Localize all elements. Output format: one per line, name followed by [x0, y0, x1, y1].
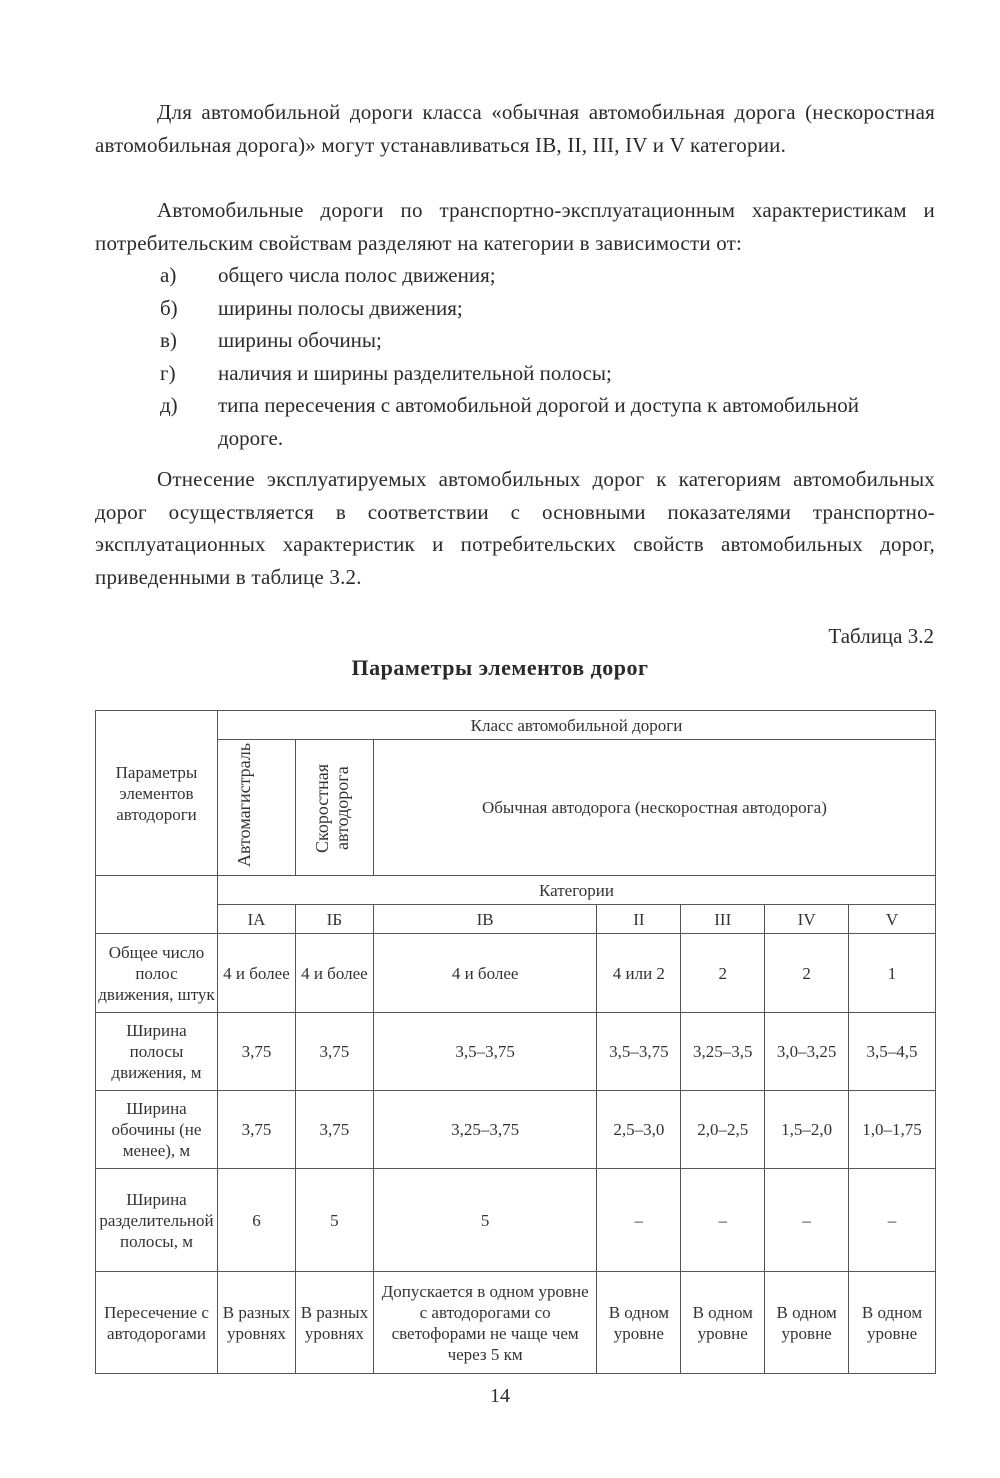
list-marker: б)	[160, 295, 178, 320]
header-params-label: Параметры элементов автодороги	[96, 711, 218, 876]
table-row	[96, 1169, 936, 1272]
table-cell: 3,5–4,5	[849, 1013, 936, 1091]
header-class-label: Класс автомобильной дороги	[217, 711, 935, 740]
table-cell: 3,25–3,5	[681, 1013, 765, 1091]
table-cell: В одном уровне	[681, 1272, 765, 1374]
table-cell: 5	[373, 1169, 597, 1272]
category-cell: IA	[217, 905, 295, 934]
table-cell: В разных уровнях	[295, 1272, 373, 1374]
list-item	[160, 259, 900, 292]
table-cell: В одном уровне	[597, 1272, 681, 1374]
list-marker: г)	[160, 360, 176, 385]
table-cell: В одном уровне	[765, 1272, 849, 1374]
header-empty-cell	[96, 876, 218, 934]
table-row	[96, 1091, 936, 1169]
list-marker: в)	[160, 328, 177, 352]
header-class-expressway	[295, 740, 373, 876]
row-label: Пересечение с автодорогами	[96, 1272, 218, 1374]
header-class-expressway-text: Скоростная автодорога	[312, 762, 353, 853]
list-text: наличия и ширины разделительной полосы;	[218, 360, 612, 385]
table-cell: 4 и более	[373, 934, 597, 1013]
table-cell: 3,0–3,25	[765, 1013, 849, 1091]
road-parameters-table	[95, 710, 936, 1374]
table-cell: 2,0–2,5	[681, 1091, 765, 1169]
row-label: Ширина разделительной полосы, м	[96, 1169, 218, 1272]
table-cell: 2	[681, 934, 765, 1013]
list-text: типа пересечения с автомобильной дорогой и доступа к автомобильной дороге.	[218, 393, 859, 450]
table-cell: –	[765, 1169, 849, 1272]
header-categories-label: Категории	[217, 876, 935, 905]
list-text: общего числа полос движения;	[218, 263, 496, 287]
table-cell: 3,75	[217, 1013, 295, 1091]
table-cell: Допускается в одном уровне с автодорогами со светофорами не чаще чем через 5 км	[373, 1272, 597, 1374]
table-cell: 2	[765, 934, 849, 1013]
table-cell: В разных уровнях	[217, 1272, 295, 1374]
table-cell: 3,5–3,75	[597, 1013, 681, 1091]
paragraph-table-reference: Отнесение эксплуатируемых автомобильных дорог к категориям автомобильных дорог осуществляется в соответствии с основными показателями транспортно-эксплуатационных характеристик и потребительских свойств автомобильных дорог, приведенными в таблице 3.2.	[95, 467, 935, 589]
list-item	[160, 324, 900, 357]
category-cell: II	[597, 905, 681, 934]
list-text: ширины полосы движения;	[218, 295, 463, 320]
row-label: Ширина полосы движения, м	[96, 1013, 218, 1091]
table-cell: 1,5–2,0	[765, 1091, 849, 1169]
table-cell: 4 и более	[217, 934, 295, 1013]
category-cell: IБ	[295, 905, 373, 934]
table-cell: 5	[295, 1169, 373, 1272]
header-class-ordinary: Обычная автодорога (нескоростная автодорога)	[373, 740, 935, 876]
list-marker: а)	[160, 263, 177, 287]
list-text: ширины обочины;	[218, 328, 382, 352]
table-cell: 4 и более	[295, 934, 373, 1013]
category-cell: III	[681, 905, 765, 934]
table-row	[96, 934, 936, 1013]
paragraph-road-class-categories: Для автомобильной дороги класса «обычная автомобильная дорога (нескоростная автомобильная дорога)» могут устанавливаться IB, II, III, IV и V категории.	[95, 100, 935, 157]
row-label: Ширина обочины (не менее), м	[96, 1091, 218, 1169]
table-cell: 1	[849, 934, 936, 1013]
header-class-motorway	[217, 740, 295, 876]
table-cell: 4 или 2	[597, 934, 681, 1013]
table-row	[96, 1013, 936, 1091]
table-cell: 3,25–3,75	[373, 1091, 597, 1169]
table-caption: Таблица 3.2	[828, 624, 934, 648]
table-row	[96, 1272, 936, 1374]
table-cell: 3,75	[295, 1013, 373, 1091]
criteria-list	[160, 259, 900, 454]
list-item	[160, 357, 900, 390]
table-cell: 1,0–1,75	[849, 1091, 936, 1169]
page-number: 14	[490, 1385, 510, 1407]
header-class-motorway-text: Автомагистраль	[234, 742, 255, 867]
row-label: Общее число полос движения, штук	[96, 934, 218, 1013]
table-cell: –	[681, 1169, 765, 1272]
category-cell: IB	[373, 905, 597, 934]
table-cell: В одном уровне	[849, 1272, 936, 1374]
table-cell: 3,75	[217, 1091, 295, 1169]
list-item	[160, 292, 900, 325]
paragraph-category-criteria: Автомобильные дороги по транспортно-эксплуатационным характеристикам и потребительским свойствам разделяют на категории в зависимости от:	[95, 198, 935, 255]
category-cell: V	[849, 905, 936, 934]
category-cell: IV	[765, 905, 849, 934]
table-title: Параметры элементов дорог	[351, 655, 649, 680]
table-cell: 3,5–3,75	[373, 1013, 597, 1091]
list-item	[160, 389, 900, 454]
table-cell: 6	[217, 1169, 295, 1272]
table-cell: 2,5–3,0	[597, 1091, 681, 1169]
table-cell: –	[849, 1169, 936, 1272]
list-marker: д)	[160, 393, 178, 417]
table-cell: 3,75	[295, 1091, 373, 1169]
table-cell: –	[597, 1169, 681, 1272]
